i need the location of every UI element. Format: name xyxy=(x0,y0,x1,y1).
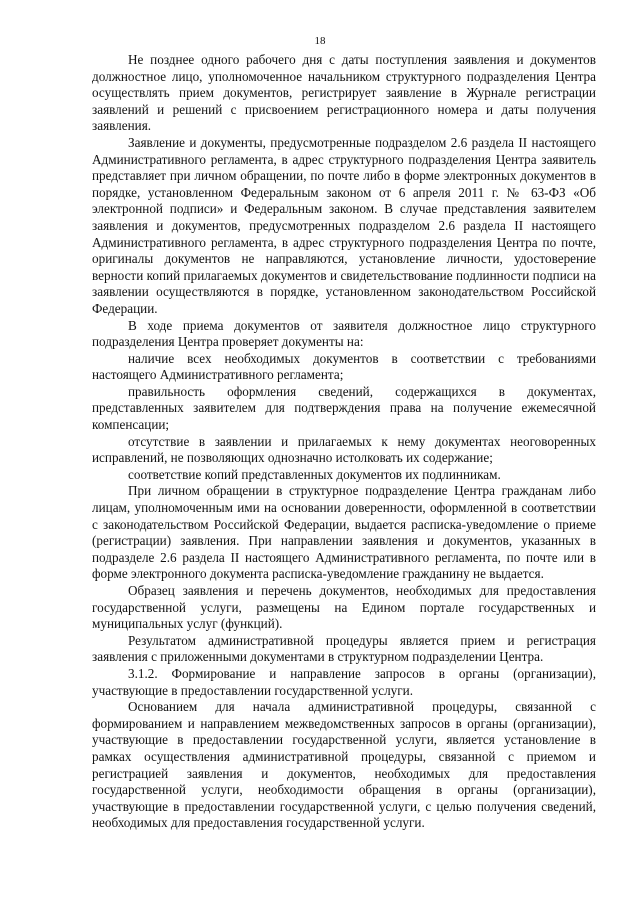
paragraph-sample-form: Образец заявления и перечень документов, необходимых для предоставления государственной услуги, размещены на Едином портале государственных и муниципальных услуг (функций). xyxy=(92,583,596,632)
page-number: 18 xyxy=(314,35,326,47)
paragraph-procedure-result: Результатом административной процедуры является прием и регистрация заявления с приложенными документами в структурном подразделении Центра. xyxy=(92,632,596,665)
paragraph-section-3-1-2-heading: 3.1.2. Формирование и направление запросов в органы (организации), участвующие в предоставлении государственной услуги. xyxy=(92,665,596,698)
paragraph-document-check-intro: В ходе приема документов от заявителя должностное лицо структурного подразделения Центра проверяет документы на: xyxy=(92,317,596,350)
paragraph-receipt-notification: При личном обращении в структурное подразделение Центра гражданам либо лицам, уполномоченным ими на основании доверенности, оформленной в соответствии с законодательством Российской Федерации, выдается расписка-уведомление о приеме (регистрации) заявления. При направлении заявления и документов, указанных в подразделе 2.6 раздела II настоящего Административного регламента, по почте или в форме электронного документа расписка-уведомление гражданину не выдается. xyxy=(92,483,596,582)
paragraph-check-completeness: наличие всех необходимых документов в соответствии с требованиями настоящего Административного регламента; xyxy=(92,350,596,383)
paragraph-check-correctness: правильность оформления сведений, содержащихся в документах, представленных заявителем для подтверждения права на получение ежемесячной компенсации; xyxy=(92,383,596,433)
paragraph-check-corrections: отсутствие в заявлении и прилагаемых к нему документах неоговоренных исправлений, не позволяющих однозначно истолковать их содержание; xyxy=(92,433,596,466)
paragraph-submission-methods: Заявление и документы, предусмотренные подразделом 2.6 раздела II настоящего Административного регламента, в адрес структурного подразделения Центра заявитель представляет при личном обращении, по почте либо в форме электронных документов в порядке, установленном Федеральным законом от 6 апреля 2011 г. № 63-ФЗ «Об электронной подписи» и Федеральным законом. В случае представления заявителем заявления и документов, предусмотренных подразделом 2.6 раздела II настоящего Административного регламента, в адрес структурного подразделения Центра по почте, оригиналы документов не направляются, установление личности, удостоверение верности копий прилагаемых документов и свидетельствование подлинности подписи на заявлении осуществляются в порядке, установленном законодательством Российской Федерации. xyxy=(92,134,596,316)
paragraph-interagency-requests: Основанием для начала административной процедуры, связанной с формированием и направлением межведомственных запросов в органы (организации), участвующие в предоставлении государственной услуги, является установление в рамках осуществления административной процедуры, связанной с приемом и регистрацией заявления и документов, необходимых для предоставления государственной услуги, необходимости обращения в органы (организации), участвующие в предоставлении государственной услуги, с целью получения сведений, необходимых для предоставления государственной услуги. xyxy=(92,699,596,831)
document-body xyxy=(92,52,596,832)
paragraph-registration-deadline: Не позднее одного рабочего дня с даты поступления заявления и документов должностное лицо, уполномоченное начальником структурного подразделения Центра осуществлять прием документов, регистрирует заявление в Журнале регистрации заявлений и решений с присвоением регистрационного номера и даты получения заявления. xyxy=(92,52,596,134)
paragraph-check-copies: соответствие копий представленных документов их подлинникам. xyxy=(128,466,501,482)
